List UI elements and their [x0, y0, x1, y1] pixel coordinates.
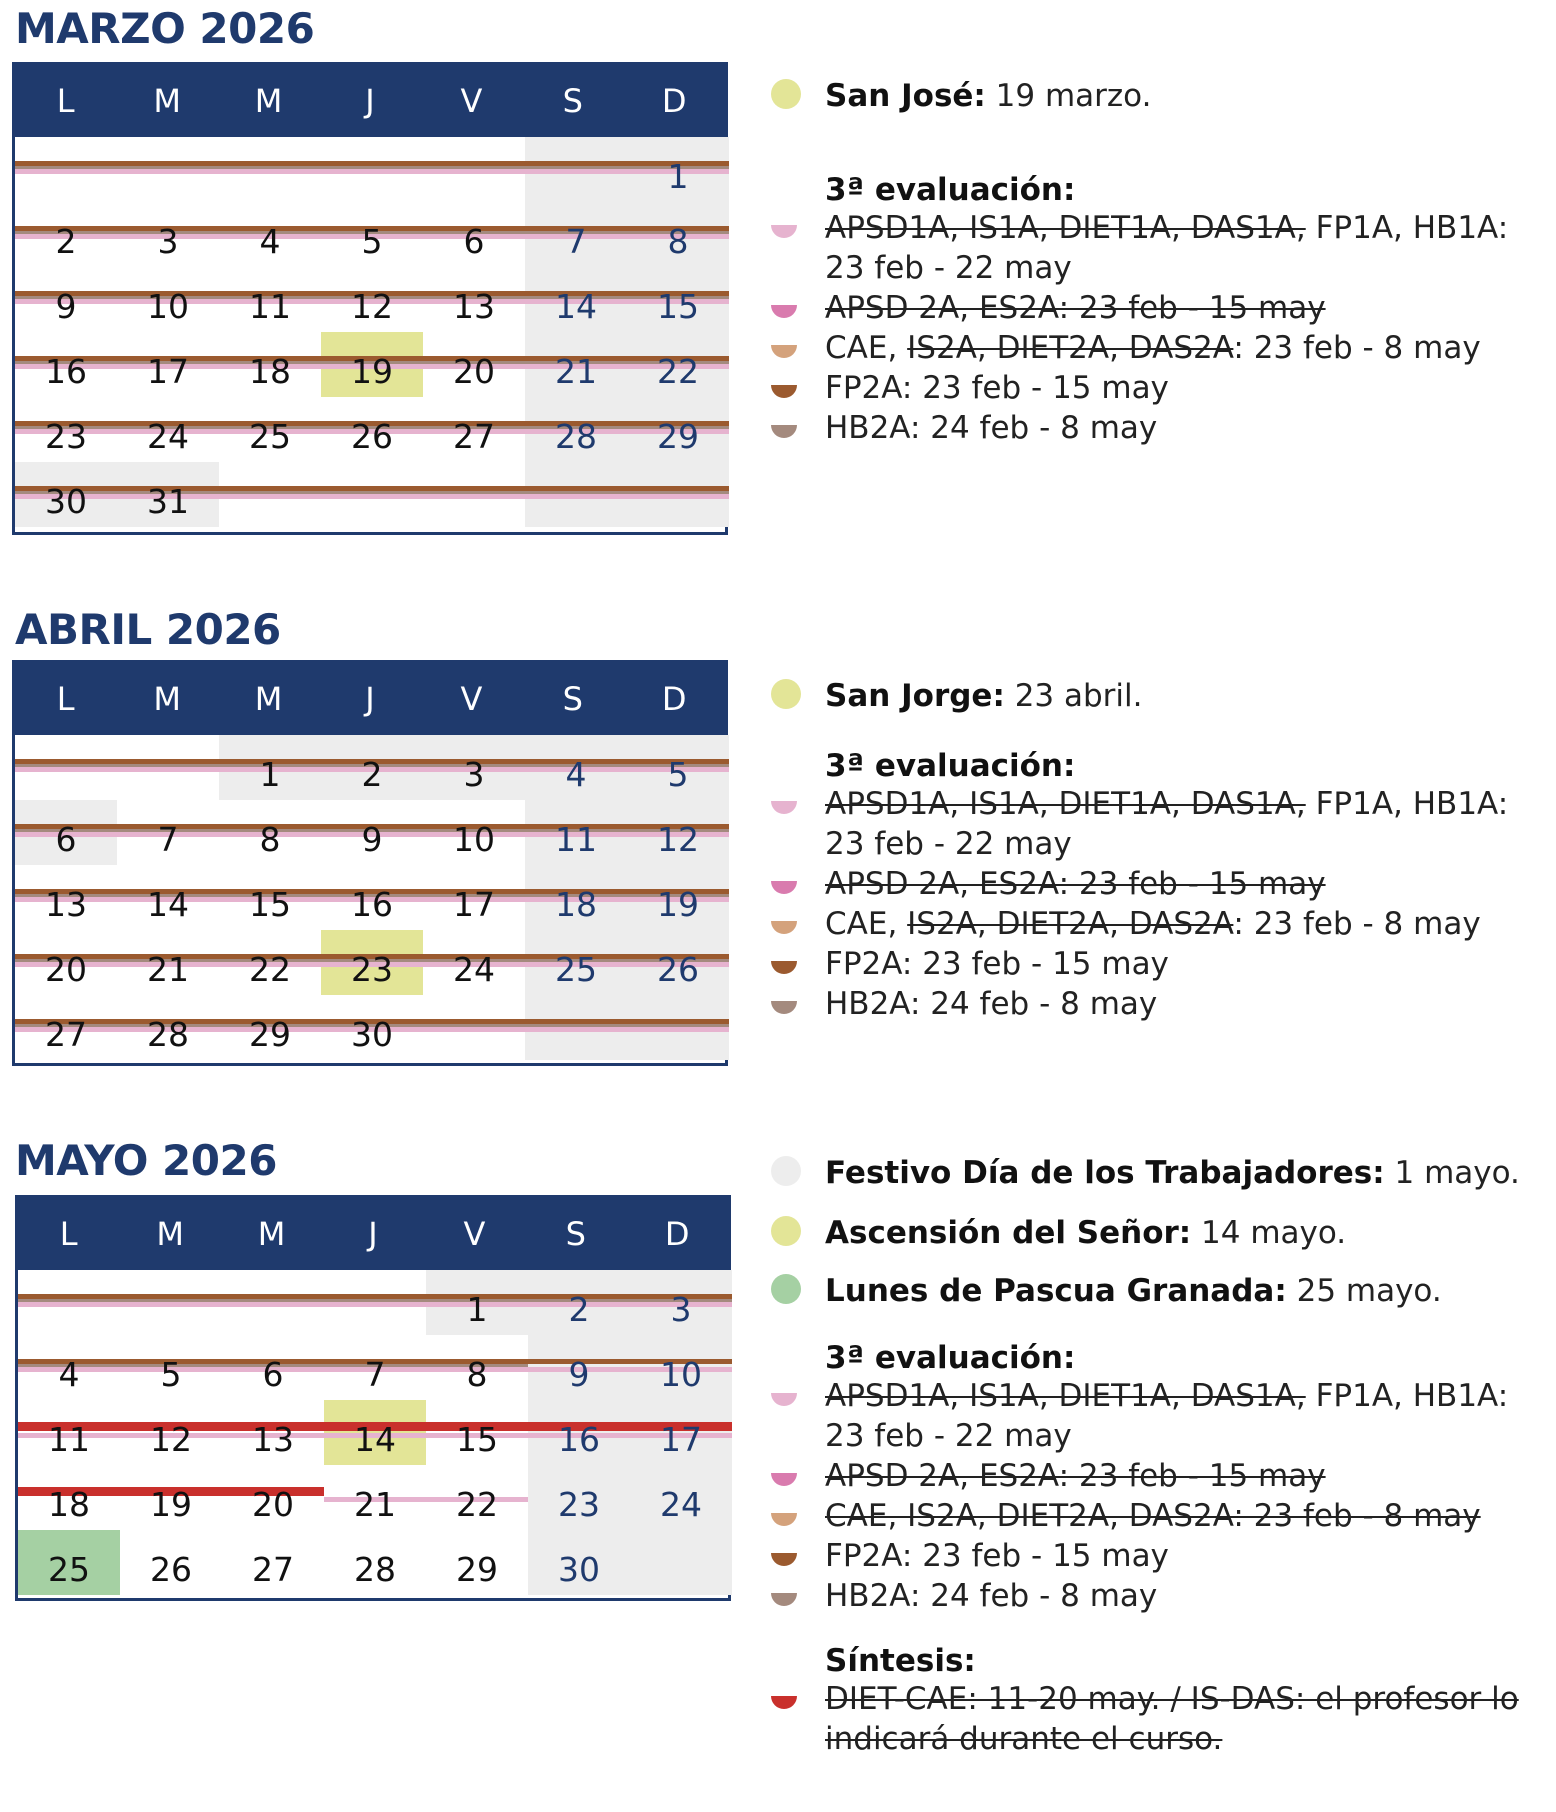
day-number: 11: [48, 1420, 90, 1459]
halfcircle-icon: [771, 961, 797, 974]
day-number: 20: [453, 352, 495, 391]
group-text: FP1A, HB1A:: [1305, 210, 1509, 246]
holiday-date: 25 mayo.: [1296, 1273, 1442, 1309]
calendar-april: [12, 660, 728, 1066]
group-text: : 23 feb - 8 may: [1233, 330, 1481, 366]
day-number: 24: [453, 950, 495, 989]
weekday-sat: S: [562, 680, 583, 718]
group-text: HB2A: 24 feb - 8 may: [825, 1578, 1158, 1614]
evaluation-group: [825, 208, 1508, 288]
weekday-fri: V: [463, 1215, 486, 1253]
evaluation-heading: 3ª evaluación:: [825, 172, 1076, 208]
day-number: 4: [565, 755, 587, 794]
day-number: 19: [150, 1485, 192, 1524]
holiday-date: 1 mayo.: [1394, 1155, 1520, 1191]
weekday-sun: D: [661, 82, 687, 120]
group-struck: IS2A, DIET2A, DAS2A: [907, 330, 1234, 366]
weekday-mon: L: [59, 1215, 78, 1253]
day-number: 30: [45, 482, 87, 521]
day-number: 26: [657, 950, 699, 989]
group-prefix: CAE,: [825, 330, 908, 366]
day-number: 1: [259, 755, 281, 794]
weekday-sun: D: [661, 680, 687, 718]
calendar-march: [12, 62, 728, 535]
day-number: 7: [364, 1355, 386, 1394]
halfcircle-icon: [771, 1393, 797, 1406]
holiday-name: Lunes de Pascua Granada:: [825, 1273, 1287, 1309]
day-number: 28: [147, 1015, 189, 1054]
group-struck: APSD1A, IS1A, DIET1A, DAS1A,: [825, 1378, 1306, 1414]
evaluation-group: [825, 784, 1508, 864]
day-cell-18: [18, 1465, 120, 1530]
day-number: 16: [558, 1420, 600, 1459]
synthesis-item: [825, 1679, 1519, 1759]
synthesis-line: indicará durante el curso.: [825, 1721, 1223, 1757]
day-number: 24: [660, 1485, 702, 1524]
evaluation-group: [825, 1576, 1157, 1616]
halfcircle-icon: [771, 881, 797, 894]
weekday-header: [15, 663, 725, 735]
day-number: 6: [463, 222, 485, 261]
day-number: 9: [361, 820, 383, 859]
group-text: FP2A: 23 feb - 15 may: [825, 370, 1169, 406]
day-cell-28: [324, 1530, 426, 1595]
day-number: 5: [361, 222, 383, 261]
evaluation-period-band: [18, 1294, 732, 1307]
day-number: 10: [453, 820, 495, 859]
day-number: 29: [657, 417, 699, 456]
holiday-name: San Jorge:: [825, 678, 1005, 714]
day-number: 29: [249, 1015, 291, 1054]
day-number: 13: [252, 1420, 294, 1459]
day-number: 27: [252, 1550, 294, 1589]
day-cell-20: [222, 1465, 324, 1530]
day-number: 18: [249, 352, 291, 391]
weekday-wed: M: [257, 1215, 286, 1253]
day-number: 29: [456, 1550, 498, 1589]
weekday-sun: D: [664, 1215, 690, 1253]
evaluation-period-band: [15, 161, 729, 174]
day-number: 6: [55, 820, 77, 859]
holiday-item: [825, 1215, 1346, 1251]
halfcircle-icon: [771, 1001, 797, 1014]
day-number: 7: [565, 222, 587, 261]
day-number: 4: [259, 222, 281, 261]
day-number: 14: [354, 1420, 396, 1459]
weekday-wed: M: [254, 680, 283, 718]
day-number: 2: [568, 1290, 590, 1329]
day-number: 26: [150, 1550, 192, 1589]
day-cell-24: [630, 1465, 732, 1530]
calendar-may: [15, 1195, 731, 1601]
month-title-april: ABRIL 2026: [15, 605, 281, 654]
day-number: 17: [453, 885, 495, 924]
synthesis-heading: Síntesis:: [825, 1643, 976, 1679]
weekday-fri: V: [460, 82, 483, 120]
holiday-item: [825, 678, 1143, 714]
day-number: 15: [249, 885, 291, 924]
day-number: 19: [657, 885, 699, 924]
day-number: 23: [45, 417, 87, 456]
weekday-tue: M: [153, 680, 181, 718]
day-number: 4: [58, 1355, 80, 1394]
evaluation-period-band: [15, 486, 729, 499]
weekday-thu: J: [368, 1215, 378, 1253]
day-number: 15: [657, 287, 699, 326]
weekday-mon: L: [56, 680, 75, 718]
halfcircle-icon: [771, 921, 797, 934]
day-number: 23: [351, 950, 393, 989]
evaluation-group: [825, 328, 1481, 368]
holiday-name: San José:: [825, 78, 986, 114]
day-number: 24: [147, 417, 189, 456]
day-number: 27: [45, 1015, 87, 1054]
evaluation-group: [825, 904, 1481, 944]
day-number: 20: [252, 1485, 294, 1524]
day-number: 28: [354, 1550, 396, 1589]
day-number: 13: [45, 885, 87, 924]
day-number: 10: [660, 1355, 702, 1394]
halfcircle-icon: [771, 1513, 797, 1526]
day-number: 6: [262, 1355, 284, 1394]
evaluation-group: [825, 984, 1157, 1024]
day-number: 11: [555, 820, 597, 859]
evaluation-group: [825, 1536, 1169, 1576]
day-number: 31: [147, 482, 189, 521]
day-number: 2: [55, 222, 77, 261]
day-number: 3: [670, 1290, 692, 1329]
holiday-dot-icon: [771, 679, 801, 709]
weekday-sat: S: [562, 82, 583, 120]
weekday-header: [18, 1198, 728, 1270]
holiday-dot-icon: [771, 79, 801, 109]
day-number: 3: [463, 755, 485, 794]
day-number: 25: [48, 1550, 90, 1589]
weekday-tue: M: [153, 82, 181, 120]
legend-may: [825, 1155, 1525, 1775]
day-number: 14: [147, 885, 189, 924]
halfcircle-icon: [771, 385, 797, 398]
weekday-thu: J: [365, 680, 375, 718]
day-number: 5: [667, 755, 689, 794]
group-text: FP1A, HB1A:: [1305, 786, 1509, 822]
halfcircle-icon: [771, 1696, 797, 1709]
day-number: 16: [45, 352, 87, 391]
group-dates: 23 feb - 22 may: [825, 1418, 1072, 1454]
group-struck: APSD 2A, ES2A: 23 feb - 15 may: [825, 1458, 1326, 1494]
group-struck: APSD1A, IS1A, DIET1A, DAS1A,: [825, 786, 1306, 822]
holiday-name: Festivo Día de los Trabajadores:: [825, 1155, 1385, 1191]
legend-april: [825, 678, 1525, 1038]
halfcircle-icon: [771, 225, 797, 238]
halfcircle-icon: [771, 1473, 797, 1486]
group-struck: IS2A, DIET2A, DAS2A: [907, 906, 1234, 942]
day-cell-23: [528, 1465, 630, 1530]
weekday-wed: M: [254, 82, 283, 120]
day-number: 3: [157, 222, 179, 261]
holiday-dot-icon: [771, 1156, 801, 1186]
holiday-dot-icon: [771, 1216, 801, 1246]
month-title-march: MARZO 2026: [15, 4, 315, 53]
group-struck: CAE, IS2A, DIET2A, DAS2A: 23 feb - 8 may: [825, 1498, 1481, 1534]
evaluation-group: [825, 944, 1169, 984]
evaluation-group: [825, 1496, 1481, 1536]
halfcircle-icon: [771, 345, 797, 358]
group-text: HB2A: 24 feb - 8 may: [825, 986, 1158, 1022]
day-number: 12: [657, 820, 699, 859]
evaluation-heading: 3ª evaluación:: [825, 1340, 1076, 1376]
legend-march: [825, 78, 1525, 478]
group-text: FP2A: 23 feb - 15 may: [825, 946, 1169, 982]
day-number: 27: [453, 417, 495, 456]
evaluation-group: [825, 288, 1326, 328]
day-number: 2: [361, 755, 383, 794]
day-number: 9: [568, 1355, 590, 1394]
day-number: 9: [55, 287, 77, 326]
day-number: 17: [660, 1420, 702, 1459]
evaluation-group: [825, 1456, 1326, 1496]
month-title-may: MAYO 2026: [15, 1136, 277, 1185]
day-number: 8: [667, 222, 689, 261]
day-cell-26: [120, 1530, 222, 1595]
group-struck: APSD1A, IS1A, DIET1A, DAS1A,: [825, 210, 1306, 246]
group-dates: 23 feb - 22 may: [825, 826, 1072, 862]
day-number: 22: [249, 950, 291, 989]
day-number: 20: [45, 950, 87, 989]
day-number: 12: [150, 1420, 192, 1459]
evaluation-heading: 3ª evaluación:: [825, 748, 1076, 784]
day-number: 22: [657, 352, 699, 391]
day-number: 7: [157, 820, 179, 859]
holiday-date: 19 marzo.: [995, 78, 1152, 114]
holiday-date: 14 mayo.: [1201, 1215, 1347, 1251]
group-struck: APSD 2A, ES2A: 23 feb - 15 may: [825, 866, 1326, 902]
day-number: 8: [259, 820, 281, 859]
day-number: 10: [147, 287, 189, 326]
day-cell-19: [120, 1465, 222, 1530]
day-number: 21: [555, 352, 597, 391]
day-number: 17: [147, 352, 189, 391]
halfcircle-icon: [771, 1553, 797, 1566]
day-number: 15: [456, 1420, 498, 1459]
group-text: : 23 feb - 8 may: [1233, 906, 1481, 942]
evaluation-group: [825, 864, 1326, 904]
day-number: 22: [456, 1485, 498, 1524]
group-text: FP2A: 23 feb - 15 may: [825, 1538, 1169, 1574]
day-number: 26: [351, 417, 393, 456]
day-number: 30: [558, 1550, 600, 1589]
group-prefix: CAE,: [825, 906, 908, 942]
day-number: 16: [351, 885, 393, 924]
halfcircle-icon: [771, 1593, 797, 1606]
day-number: 12: [351, 287, 393, 326]
halfcircle-icon: [771, 801, 797, 814]
day-cell-25: [18, 1530, 120, 1595]
weekday-sat: S: [565, 1215, 586, 1253]
day-number: 1: [667, 157, 689, 196]
day-number: 5: [160, 1355, 182, 1394]
holiday-item: [825, 1273, 1442, 1309]
day-cell-27: [222, 1530, 324, 1595]
day-number: 28: [555, 417, 597, 456]
day-number: 11: [249, 287, 291, 326]
group-text: HB2A: 24 feb - 8 may: [825, 410, 1158, 446]
day-cell-30: [528, 1530, 630, 1595]
day-number: 25: [249, 417, 291, 456]
evaluation-group: [825, 408, 1157, 448]
day-number: 13: [453, 287, 495, 326]
holiday-date: 23 abril.: [1014, 678, 1143, 714]
group-text: FP1A, HB1A:: [1305, 1378, 1509, 1414]
holiday-dot-icon: [771, 1274, 801, 1304]
day-number: 19: [351, 352, 393, 391]
day-number: 21: [147, 950, 189, 989]
day-number: 8: [466, 1355, 488, 1394]
weekday-fri: V: [460, 680, 483, 718]
evaluation-group: [825, 1376, 1508, 1456]
day-number: 21: [354, 1485, 396, 1524]
synthesis-line: DIET-CAE: 11-20 may. / IS-DAS: el profesor lo: [825, 1681, 1519, 1717]
halfcircle-icon: [771, 305, 797, 318]
weekday-header: [15, 65, 725, 137]
holiday-item: [825, 1155, 1520, 1191]
day-cell-29: [426, 1530, 528, 1595]
evaluation-group: [825, 368, 1169, 408]
day-number: 18: [555, 885, 597, 924]
weekday-mon: L: [56, 82, 75, 120]
day-number: 23: [558, 1485, 600, 1524]
day-number: 25: [555, 950, 597, 989]
holiday-item: [825, 78, 1151, 114]
halfcircle-icon: [771, 425, 797, 438]
day-number: 30: [351, 1015, 393, 1054]
day-number: 1: [466, 1290, 488, 1329]
day-number: 14: [555, 287, 597, 326]
empty-day-cell: [630, 1530, 732, 1595]
weekday-tue: M: [156, 1215, 184, 1253]
weekday-thu: J: [365, 82, 375, 120]
group-struck: APSD 2A, ES2A: 23 feb - 15 may: [825, 290, 1326, 326]
holiday-name: Ascensión del Señor:: [825, 1215, 1192, 1251]
day-number: 18: [48, 1485, 90, 1524]
group-dates: 23 feb - 22 may: [825, 250, 1072, 286]
